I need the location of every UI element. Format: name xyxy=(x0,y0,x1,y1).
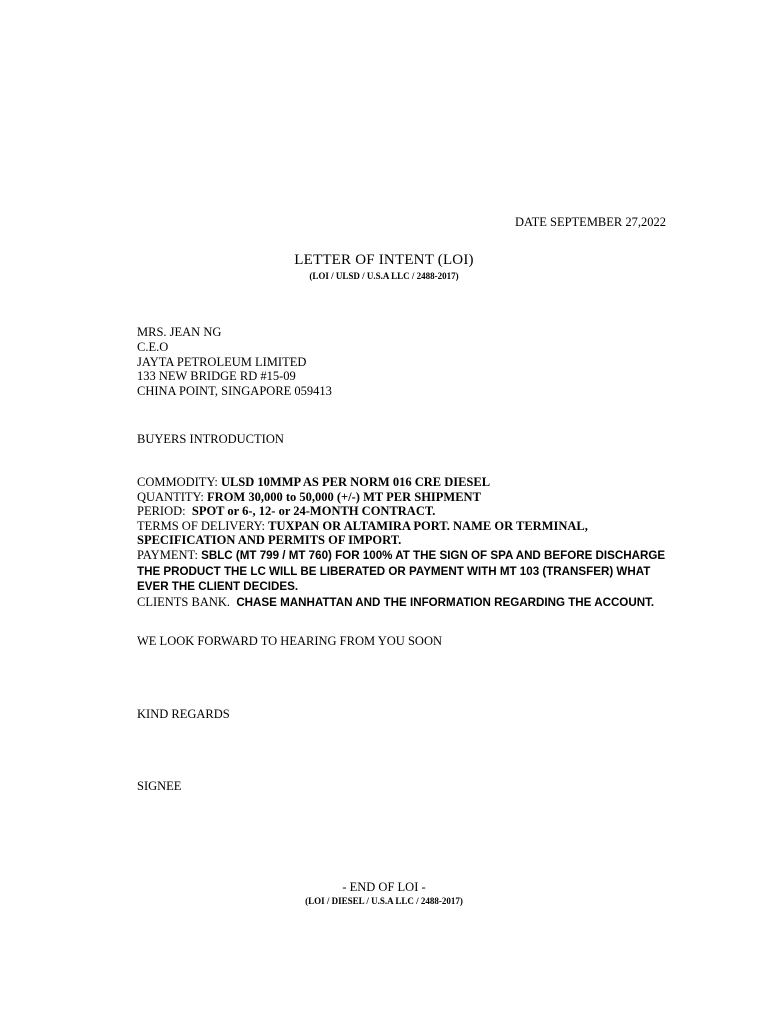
quantity-label: QUANTITY: xyxy=(137,489,204,504)
signee: SIGNEE xyxy=(137,779,182,793)
quantity-value: FROM 30,000 to 50,000 (+/-) MT PER SHIPMENT xyxy=(207,489,481,504)
quantity-row xyxy=(137,490,677,505)
delivery-label: TERMS OF DELIVERY: xyxy=(137,518,266,533)
delivery-row xyxy=(137,519,677,548)
commodity-value: ULSD 10MMP AS PER NORM 016 CRE DIESEL xyxy=(220,475,491,489)
recipient-name: MRS. JEAN NG xyxy=(137,325,222,339)
letter-reference: (LOI / ULSD / U.S.A LLC / 2488-2017) xyxy=(309,271,459,281)
commodity-row xyxy=(137,475,677,490)
bank-value: CHASE MANHATTAN AND THE INFORMATION REGARDING THE ACCOUNT. xyxy=(236,595,655,609)
letter-title: LETTER OF INTENT (LOI) xyxy=(294,252,474,268)
kind-regards: KIND REGARDS xyxy=(137,707,230,721)
end-of-loi: - END OF LOI - xyxy=(342,880,426,894)
letter-date: DATE SEPTEMBER 27,2022 xyxy=(514,215,666,229)
period-value: SPOT or 6-, 12- or 24-MONTH CONTRACT. xyxy=(191,504,436,519)
recipient-position: C.E.O xyxy=(137,339,169,354)
period-row xyxy=(137,504,677,519)
commodity-label: COMMODITY: xyxy=(137,475,218,489)
delivery-value: TUXPAN OR ALTAMIRA PORT. NAME OR TERMINAL, SPECIFICATION AND PERMITS OF IMPORT. xyxy=(137,518,588,548)
closing-line: WE LOOK FORWARD TO HEARING FROM YOU SOON xyxy=(137,634,442,648)
end-reference: (LOI / DIESEL / U.S.A LLC / 2488-2017) xyxy=(305,896,463,906)
terms-block xyxy=(137,475,677,610)
bank-label: CLIENTS BANK. xyxy=(137,594,231,609)
recipient-address-line2: CHINA POINT, SINGAPORE 059413 xyxy=(137,384,332,399)
payment-value: SBLC (MT 799 / MT 760) FOR 100% AT THE SIGN OF SPA AND BEFORE DISCHARGE THE PRODUCT THE LC WILL BE LIBERATED OR PAYMENT WITH MT 103 (TRANSFER) WHAT EVER THE CLIENT DECIDES. xyxy=(137,548,666,594)
bank-row xyxy=(137,595,677,611)
payment-label: PAYMENT: xyxy=(137,547,198,562)
recipient-address-block xyxy=(137,325,332,399)
period-label: PERIOD: xyxy=(137,504,186,519)
recipient-address-line1: 133 NEW BRIDGE RD #15-09 xyxy=(137,369,296,384)
recipient-company: JAYTA PETROLEUM LIMITED xyxy=(137,354,307,369)
payment-row xyxy=(137,548,677,595)
buyers-introduction-heading: BUYERS INTRODUCTION xyxy=(137,432,284,446)
